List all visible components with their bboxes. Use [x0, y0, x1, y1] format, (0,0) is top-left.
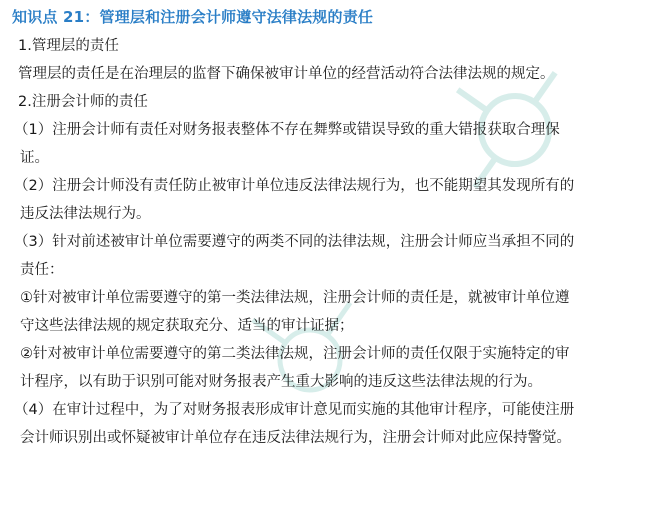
paragraph-item-1-line-2: 证。: [20, 150, 49, 166]
paragraph-item-2-line-1: （2）注册会计师没有责任防止被审计单位违反法律法规行为，也不能期望其发现所有的: [14, 178, 575, 194]
paragraph-item-2-line-2: 违反法律法规行为。: [20, 206, 151, 222]
paragraph-subitem-2-line-1: ②针对被审计单位需要遵守的第二类法律法规，注册会计师的责任仅限于实施特定的审: [20, 346, 570, 362]
paragraph-item-1-line-1: （1）注册会计师有责任对财务报表整体不存在舞弊或错误导致的重大错报获取合理保: [14, 122, 560, 138]
paragraph-subitem-2-line-2: 计程序，以有助于识别可能对财务报表产生重大影响的违反这些法律法规的行为。: [20, 374, 542, 390]
paragraph-management: 管理层的责任是在治理层的监督下确保被审计单位的经营活动符合法律法规的规定。: [18, 66, 555, 82]
heading-auditor-responsibility: 2.注册会计师的责任: [18, 94, 148, 110]
paragraph-item-4-line-2: 会计师识别出或怀疑被审计单位存在违反法律法规行为，注册会计师对此应保持警觉。: [20, 430, 571, 446]
paragraph-item-3-line-1: （3）针对前述被审计单位需要遵守的两类不同的法律法规，注册会计师应当承担不同的: [14, 234, 575, 250]
section-title: 知识点 21：管理层和注册会计师遵守法律法规的责任: [12, 8, 374, 26]
paragraph-item-3-line-2: 责任：: [20, 262, 64, 278]
paragraph-item-4-line-1: （4）在审计过程中，为了对财务报表形成审计意见而实施的其他审计程序，可能使注册: [14, 402, 575, 418]
heading-management-responsibility: 1.管理层的责任: [18, 38, 119, 54]
paragraph-subitem-1-line-1: ①针对被审计单位需要遵守的第一类法律法规，注册会计师的责任是，就被审计单位遵: [20, 290, 570, 306]
paragraph-subitem-1-line-2: 守这些法律法规的规定获取充分、适当的审计证据；: [20, 318, 354, 334]
